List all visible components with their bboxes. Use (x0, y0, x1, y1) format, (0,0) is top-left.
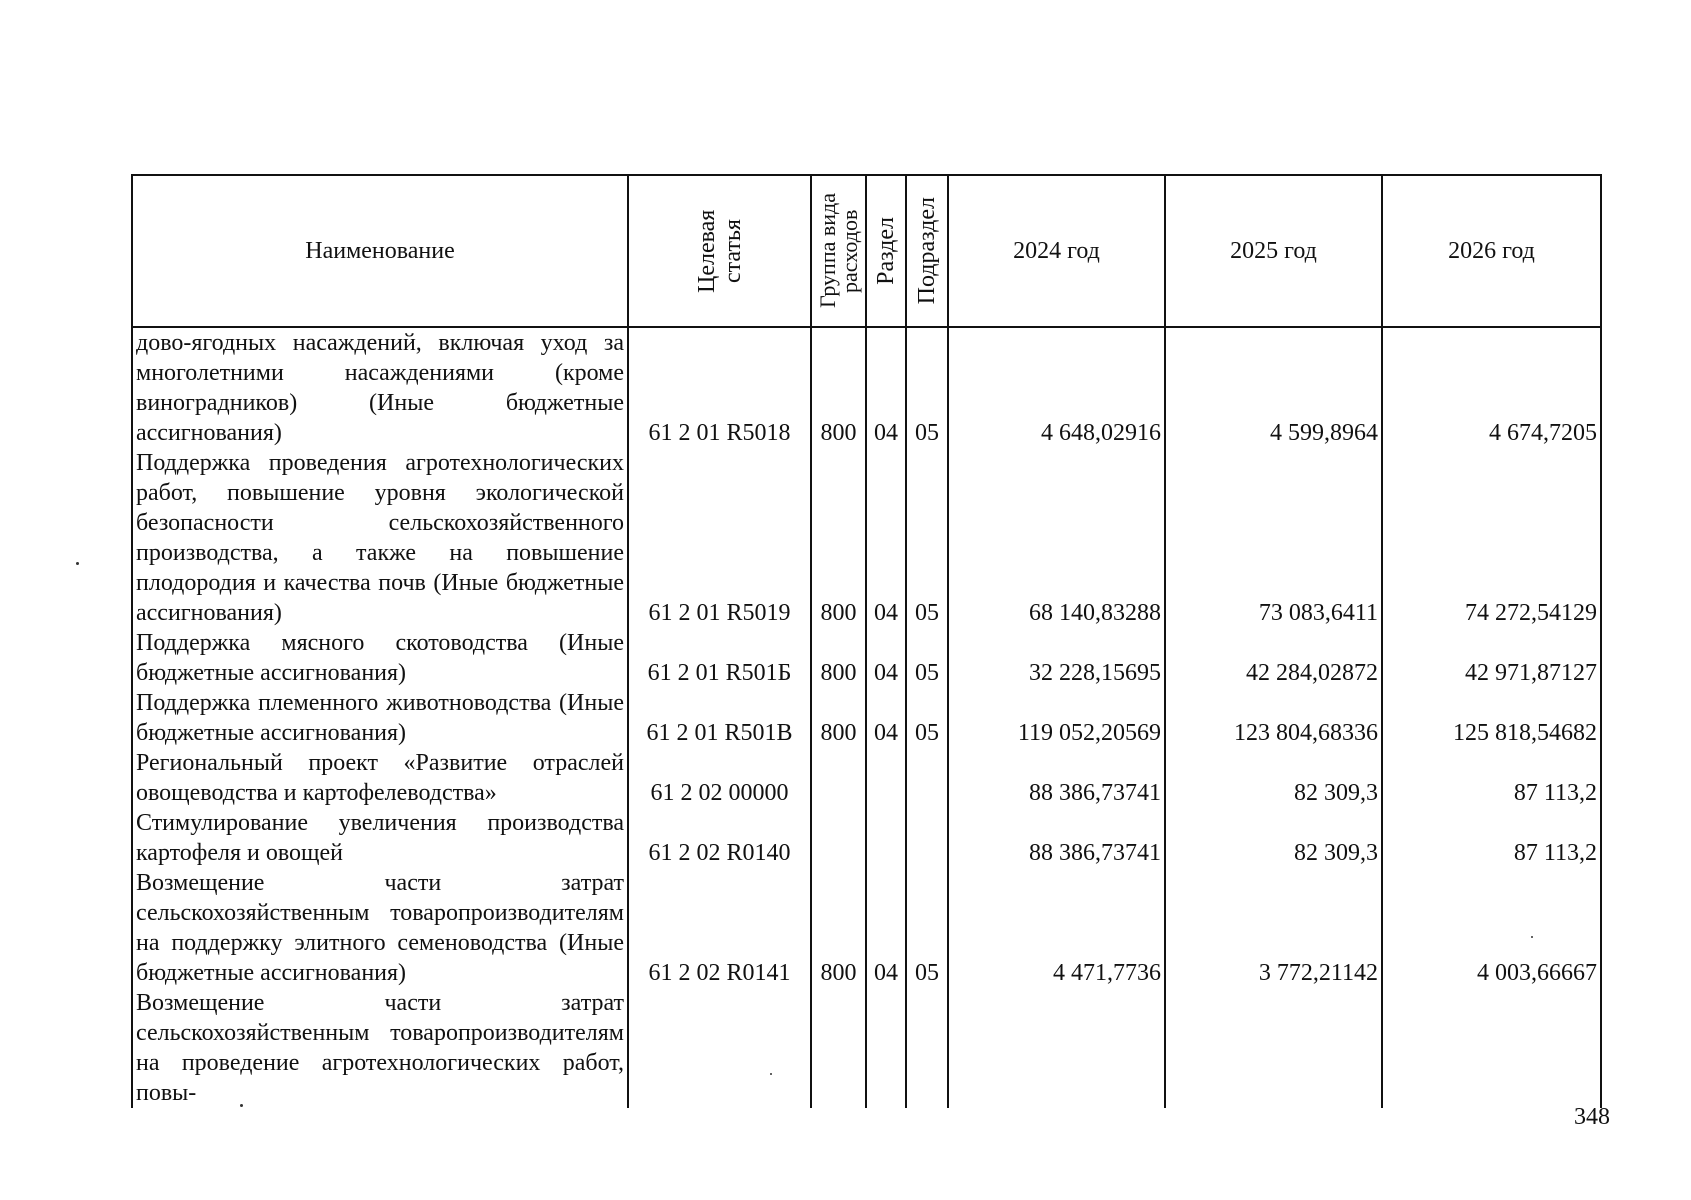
row-subsection: 05 (906, 327, 948, 448)
row-value-2025: 82 309,3 (1165, 808, 1382, 868)
row-section: 04 (866, 448, 906, 628)
row-value-2024: 88 386,73741 (948, 748, 1165, 808)
row-subsection: 05 (906, 448, 948, 628)
row-value-2025 (1165, 988, 1382, 1108)
row-value-2024: 32 228,15695 (948, 628, 1165, 688)
row-name: Поддержка проведения агротехнологических работ, повышение уровня экологической безопасности сельскохозяйственного производства, а также на повышение плодородия и качества почв (Иные бюджетные ассигнования) (132, 448, 628, 628)
row-target-article: 61 2 01 R501Б (628, 628, 811, 688)
header-subsection: Подраздел (906, 175, 948, 327)
row-name: Стимулирование увеличения производства картофеля и овощей (132, 808, 628, 868)
row-subsection: 05 (906, 688, 948, 748)
header-2024: 2024 год (948, 175, 1165, 327)
row-expense-group (811, 748, 866, 808)
row-section: 04 (866, 327, 906, 448)
header-expense-group: Группа вида расходов (811, 175, 866, 327)
row-section: 04 (866, 868, 906, 988)
table-row (132, 868, 1601, 988)
row-value-2026: 42 971,87127 (1382, 628, 1601, 688)
row-expense-group (811, 988, 866, 1108)
header-2026: 2026 год (1382, 175, 1601, 327)
row-expense-group: 800 (811, 688, 866, 748)
row-value-2024: 88 386,73741 (948, 808, 1165, 868)
row-target-article: 61 2 01 R501В (628, 688, 811, 748)
row-value-2025: 42 284,02872 (1165, 628, 1382, 688)
row-value-2024: 68 140,83288 (948, 448, 1165, 628)
row-value-2026: 125 818,54682 (1382, 688, 1601, 748)
row-target-article: 61 2 02 R0141 (628, 868, 811, 988)
budget-table (131, 174, 1602, 1108)
row-value-2025: 82 309,3 (1165, 748, 1382, 808)
row-name: Региональный проект «Развитие отраслей овощеводства и картофелеводства» (132, 748, 628, 808)
scan-speck (76, 562, 79, 565)
row-expense-group: 800 (811, 628, 866, 688)
scan-speck (770, 1073, 772, 1075)
row-expense-group: 800 (811, 868, 866, 988)
row-expense-group: 800 (811, 327, 866, 448)
row-name: Возмещение части затрат сельскохозяйственным товаропроизводителям на проведение агротехнологических работ, повы- (132, 988, 628, 1108)
row-value-2026 (1382, 988, 1601, 1108)
scan-speck (1531, 936, 1533, 938)
row-value-2025: 73 083,6411 (1165, 448, 1382, 628)
row-subsection (906, 748, 948, 808)
row-name: Поддержка племенного животноводства (Иные бюджетные ассигнования) (132, 688, 628, 748)
row-subsection: 05 (906, 628, 948, 688)
row-name: дово-ягодных насаждений, включая уход за многолетними насаждениями (кроме виноградников) (Иные бюджетные ассигнования) (132, 327, 628, 448)
row-value-2024 (948, 988, 1165, 1108)
row-value-2024: 119 052,20569 (948, 688, 1165, 748)
header-target-article: Целевая статья (628, 175, 811, 327)
row-target-article: 61 2 02 00000 (628, 748, 811, 808)
row-subsection: 05 (906, 868, 948, 988)
header-2025: 2025 год (1165, 175, 1382, 327)
row-expense-group: 800 (811, 448, 866, 628)
row-value-2026: 4 674,7205 (1382, 327, 1601, 448)
row-value-2024: 4 648,02916 (948, 327, 1165, 448)
row-section: 04 (866, 688, 906, 748)
table-row-continued (132, 988, 1601, 1108)
row-target-article (628, 988, 811, 1108)
row-value-2025: 3 772,21142 (1165, 868, 1382, 988)
row-target-article: 61 2 01 R5019 (628, 448, 811, 628)
row-expense-group (811, 808, 866, 868)
table-row (132, 688, 1601, 748)
table-row (132, 327, 1601, 448)
row-target-article: 61 2 02 R0140 (628, 808, 811, 868)
table-row (132, 748, 1601, 808)
row-subsection (906, 808, 948, 868)
header-name: Наименование (132, 175, 628, 327)
table-header-row (132, 175, 1601, 327)
row-value-2026: 4 003,66667 (1382, 868, 1601, 988)
row-value-2026: 87 113,2 (1382, 808, 1601, 868)
row-value-2025: 4 599,8964 (1165, 327, 1382, 448)
row-section (866, 988, 906, 1108)
row-section: 04 (866, 628, 906, 688)
page-number: 348 (1574, 1104, 1610, 1130)
row-subsection (906, 988, 948, 1108)
row-section (866, 808, 906, 868)
row-value-2025: 123 804,68336 (1165, 688, 1382, 748)
table-row (132, 628, 1601, 688)
row-value-2026: 74 272,54129 (1382, 448, 1601, 628)
header-section: Раздел (866, 175, 906, 327)
row-target-article: 61 2 01 R5018 (628, 327, 811, 448)
row-section (866, 748, 906, 808)
table-row (132, 448, 1601, 628)
row-name: Поддержка мясного скотоводства (Иные бюджетные ассигнования) (132, 628, 628, 688)
row-name: Возмещение части затрат сельскохозяйственным товаропроизводителям на поддержку элитного семеноводства (Иные бюджетные ассигнования) (132, 868, 628, 988)
scan-speck (240, 1104, 243, 1107)
row-value-2026: 87 113,2 (1382, 748, 1601, 808)
table-row (132, 808, 1601, 868)
row-value-2024: 4 471,7736 (948, 868, 1165, 988)
